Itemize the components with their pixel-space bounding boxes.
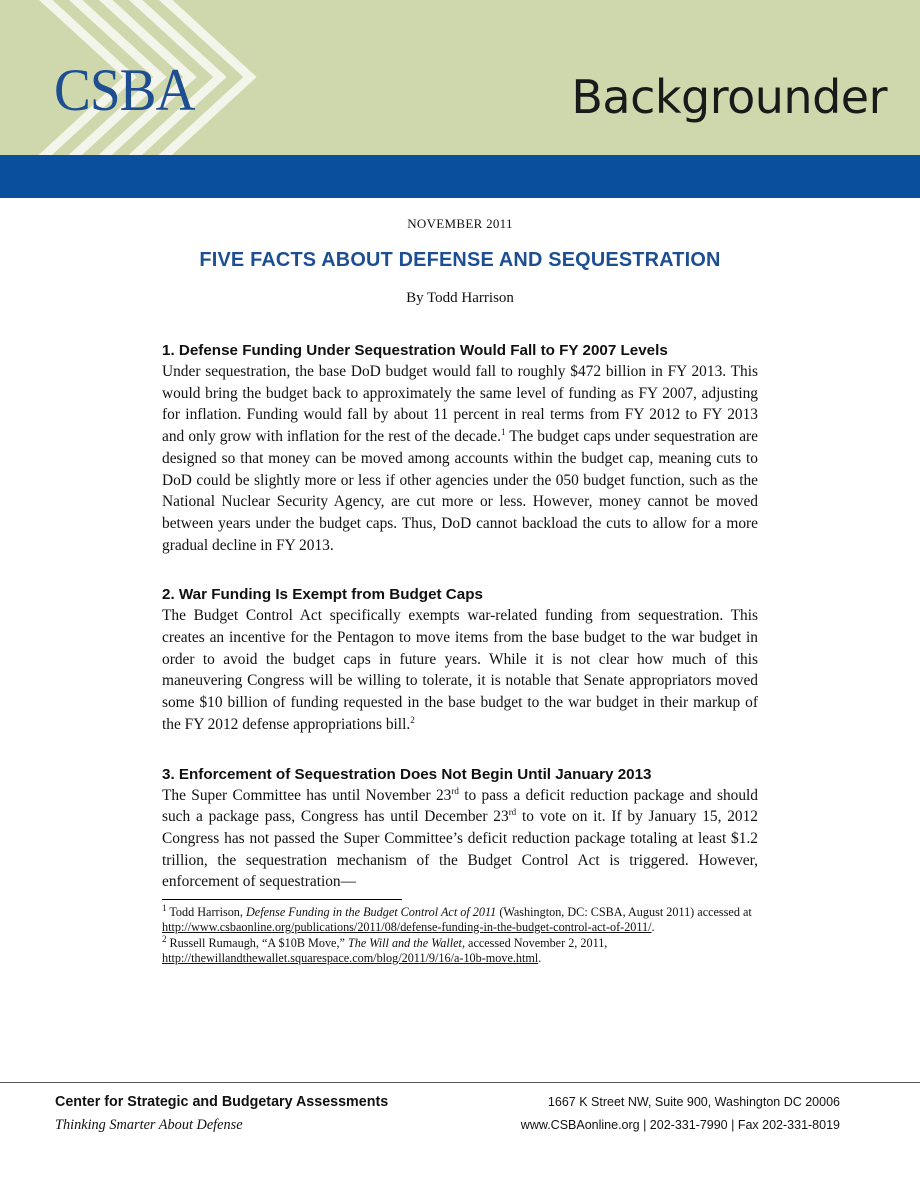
footer-org-name: Center for Strategic and Budgetary Assessments — [55, 1094, 389, 1110]
document-body — [162, 198, 758, 966]
document-title: FIVE FACTS ABOUT DEFENSE AND SEQUESTRATION — [199, 248, 721, 271]
section-heading: 1. Defense Funding Under Sequestration Would Fall to FY 2007 Levels — [162, 342, 668, 359]
header-band — [0, 0, 920, 155]
blue-band — [0, 155, 920, 198]
section-paragraph: Under sequestration, the base DoD budget would fall to roughly $472 billion in FY 2013. This would bring the budget back to approximately the same level of funding as FY 2007, adjusting for inflation. Funding would fall by about 11 percent in real terms from FY 2012 to FY 2013 and only grow with inflation for the rest of the decade.$^1$ The budget caps under sequestration are designed so that money can be moved among accounts within the budget cap, meaning cuts to DoD could be slightly more or less if other agencies under the 050 budget function, such as the National Nuclear Security Agency, are cut more or less. However, money cannot be moved between years under the budget caps. Thus, DoD cannot backload the cuts to allow for a more gradual decline in FY 2013. — [162, 363, 758, 554]
section-2 — [162, 585, 758, 735]
footer-address: 1667 K Street NW, Suite 900, Washington DC 20006 — [547, 1095, 840, 1109]
author-line: By Todd Harrison — [406, 290, 514, 306]
section-paragraph: The Super Committee has until November 23rd to pass a deficit reduction package and should such a package pass, Congress has until December 23rd to vote on it. If by January 15, 2012 Congress has not passed the Super Committee’s deficit reduction package totaling at least $1.2 trillion, the sequestration mechanism of the Budget Control Act is triggered. However, enforcement of sequestration— — [162, 785, 758, 891]
section-1 — [162, 341, 758, 556]
section-heading: 2. War Funding Is Exempt from Budget Caps — [162, 586, 483, 604]
footnote-divider — [162, 899, 402, 900]
csba-logo[interactable]: CSBA — [54, 57, 195, 123]
publication-date: NOVEMBER 2011 — [407, 216, 513, 231]
footnote-ref[interactable]: 1 — [500, 426, 506, 437]
footnote: $^1$ Todd Harrison, Defense Funding in the Budget Control Act of 2011 (Washington, DC: CSBA, August 2011) accessed at http://www.csbaonline.org/publications/2011/08/defense-funding-in-the-budget-control-act-of-2011/. — [162, 903, 752, 935]
footnote-link[interactable]: http://www.csbaonline.org/publications/2011/08/defense-funding-in-the-budget-control-act-of-2011/ — [162, 920, 652, 935]
footer-divider — [0, 1082, 920, 1083]
footnote-link[interactable]: http://thewillandthewallet.squarespace.com/blog/2011/9/16/a-10b-move.html — [162, 950, 539, 965]
footer-tagline: Thinking Smarter About Defense — [55, 1117, 243, 1133]
section-heading: 3. Enforcement of Sequestration Does Not Begin Until January 2013 — [162, 765, 652, 783]
section-paragraph: The Budget Control Act specifically exempts war-related funding from sequestration. This creates an incentive for the Pentagon to move items from the base budget to the war budget in order to avoid the budget caps in future years. While it is not clear how much of this maneuvering Congress will be willing to tolerate, it is notable that Senate appropriators moved some $10 billion of funding requested in the base budget to the war budget in their markup of the FY 2012 defense appropriations bill.$^2$ — [162, 607, 758, 733]
series-title: Backgrounder — [571, 70, 887, 124]
footnote-ref[interactable]: 2 — [410, 714, 415, 725]
footer-contact[interactable]: www.CSBAonline.org | 202-331-7990 | Fax 202-331-8019 — [520, 1118, 840, 1132]
footnote: $^2$ Russell Rumaugh, “A $10B Move,” The Will and the Wallet, accessed November 2, 2011, http://thewillandthewallet.squarespace.com/blog/2011/9/16/a-10b-move.html. — [162, 933, 608, 965]
section-3 — [162, 765, 758, 894]
footnotes — [162, 905, 758, 966]
